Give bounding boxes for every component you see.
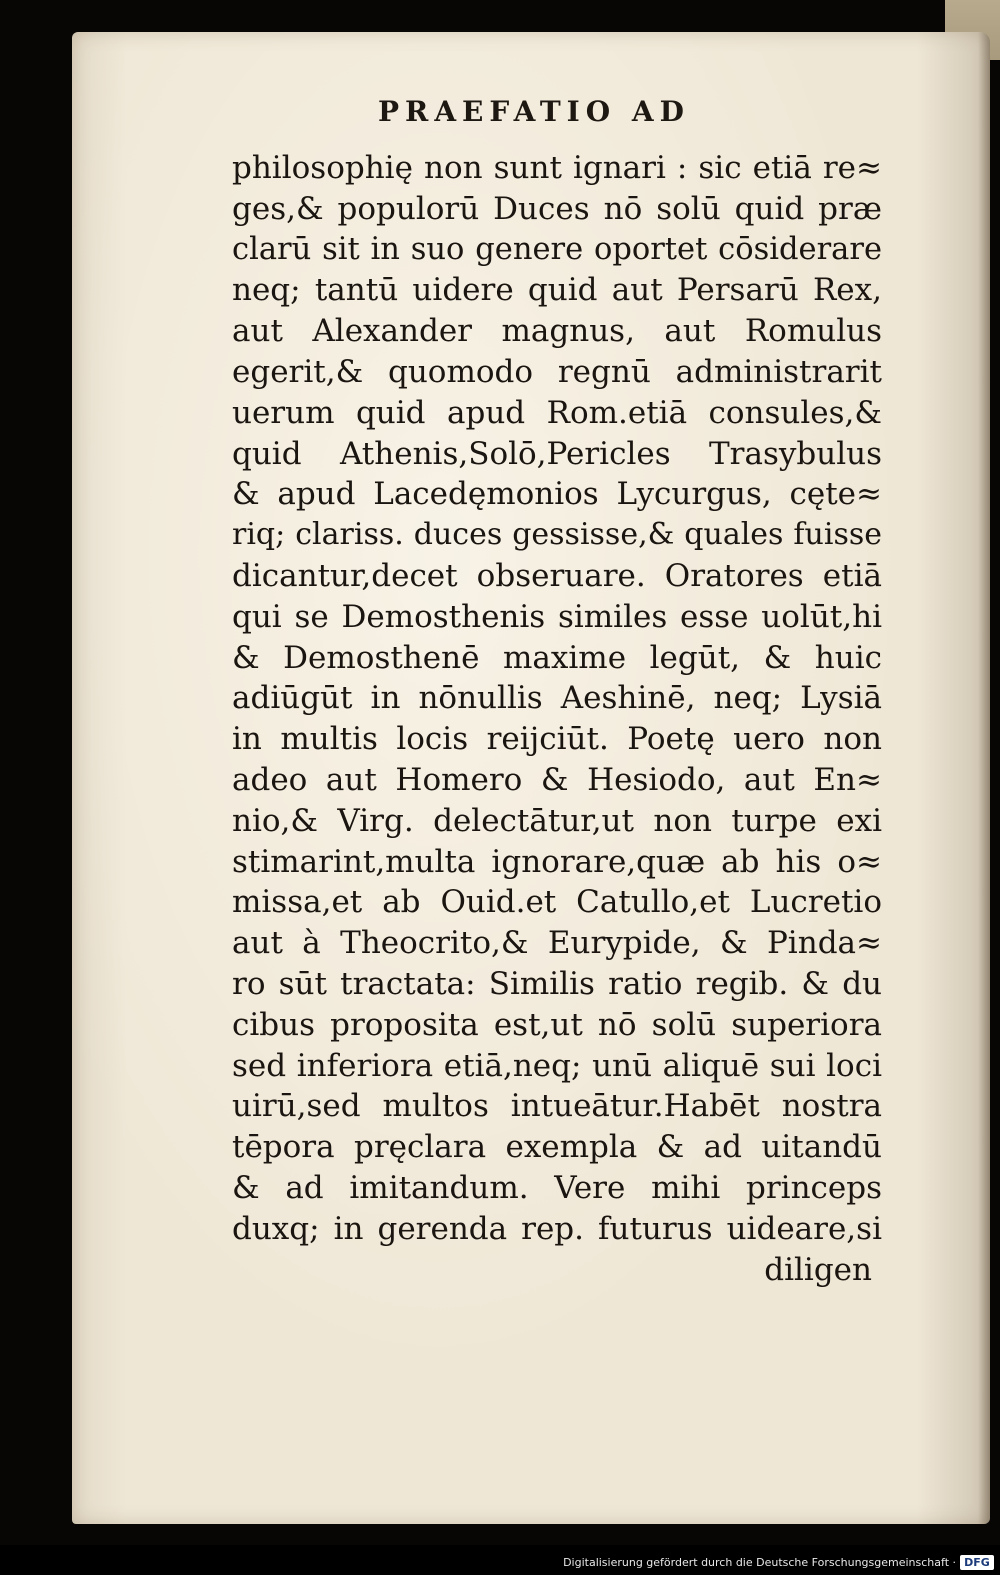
funding-note: Digitalisierung gefördert durch die Deutsche Forschungsgemeinschaft · <box>563 1556 956 1569</box>
text-line: riq; clariss. duces gessisse,& quales fuisse <box>232 517 882 553</box>
text-line: cibus proposita est,ut nō solū superiora <box>232 1006 882 1043</box>
text-line: & Demosthenē maxime legūt, & huic <box>232 639 882 676</box>
text-line: & apud Lacedęmonios Lycurgus, cęte≈ <box>232 476 882 513</box>
text-line: dicantur,decet obseruare. Oratores etiā <box>232 557 882 594</box>
body-text <box>232 148 882 1290</box>
text-line: sed inferiora etiā,neq; unū aliquē sui loci <box>232 1047 882 1084</box>
text-line: aut à Theocrito,& Eurypide, & Pinda≈ <box>232 925 882 962</box>
text-line: quid Athenis,Solō,Pericles Trasybulus <box>232 435 882 472</box>
text-line: aut Alexander magnus, aut Romulus <box>232 313 882 350</box>
running-head: PRAEFATIO AD <box>378 95 690 128</box>
text-line: stimarint,multa ignorare,quæ ab his o≈ <box>232 843 882 880</box>
text-line: in multis locis reijciūt. Poetę uero non <box>232 721 882 758</box>
text-line: ges,& populorū Duces nō solū quid præ <box>232 190 882 227</box>
text-line: ro sūt tractata: Similis ratio regib. & du <box>232 965 882 1002</box>
text-line: neq; tantū uidere quid aut Persarū Rex, <box>232 272 882 309</box>
text-line: qui se Demosthenis similes esse uolūt,hi <box>232 598 882 635</box>
catchword: diligen <box>764 1251 872 1288</box>
text-line: philosophię non sunt ignari : sic etiā re≈ <box>232 150 882 186</box>
text-line: duxq; in gerenda rep. futurus uideare,si <box>232 1210 882 1247</box>
text-line: clarū sit in suo genere oportet cōsiderare <box>232 231 882 267</box>
page-gutter-shadow <box>978 32 990 1524</box>
text-line: & ad imitandum. Vere mihi princeps <box>232 1169 882 1206</box>
footer-bar <box>0 1545 1000 1575</box>
text-line: adiūgūt in nōnullis Aeshinē, neq; Lysiā <box>232 680 882 717</box>
text-line: missa,et ab Ouid.et Catullo,et Lucretio <box>232 884 882 921</box>
text-line: tēpora pręclara exempla & ad uitandū <box>232 1129 882 1166</box>
text-line: nio,& Virg. delectātur,ut non turpe exi <box>232 802 882 839</box>
text-line: uerum quid apud Rom.etiā consules,& <box>232 394 882 431</box>
text-line: uirū,sed multos intueātur.Habēt nostra <box>232 1088 882 1125</box>
text-line: egerit,& quomodo regnū administrarit <box>232 353 882 390</box>
text-line: adeo aut Homero & Hesiodo, aut En≈ <box>232 761 882 798</box>
dfg-logo-icon: DFG <box>960 1555 994 1570</box>
